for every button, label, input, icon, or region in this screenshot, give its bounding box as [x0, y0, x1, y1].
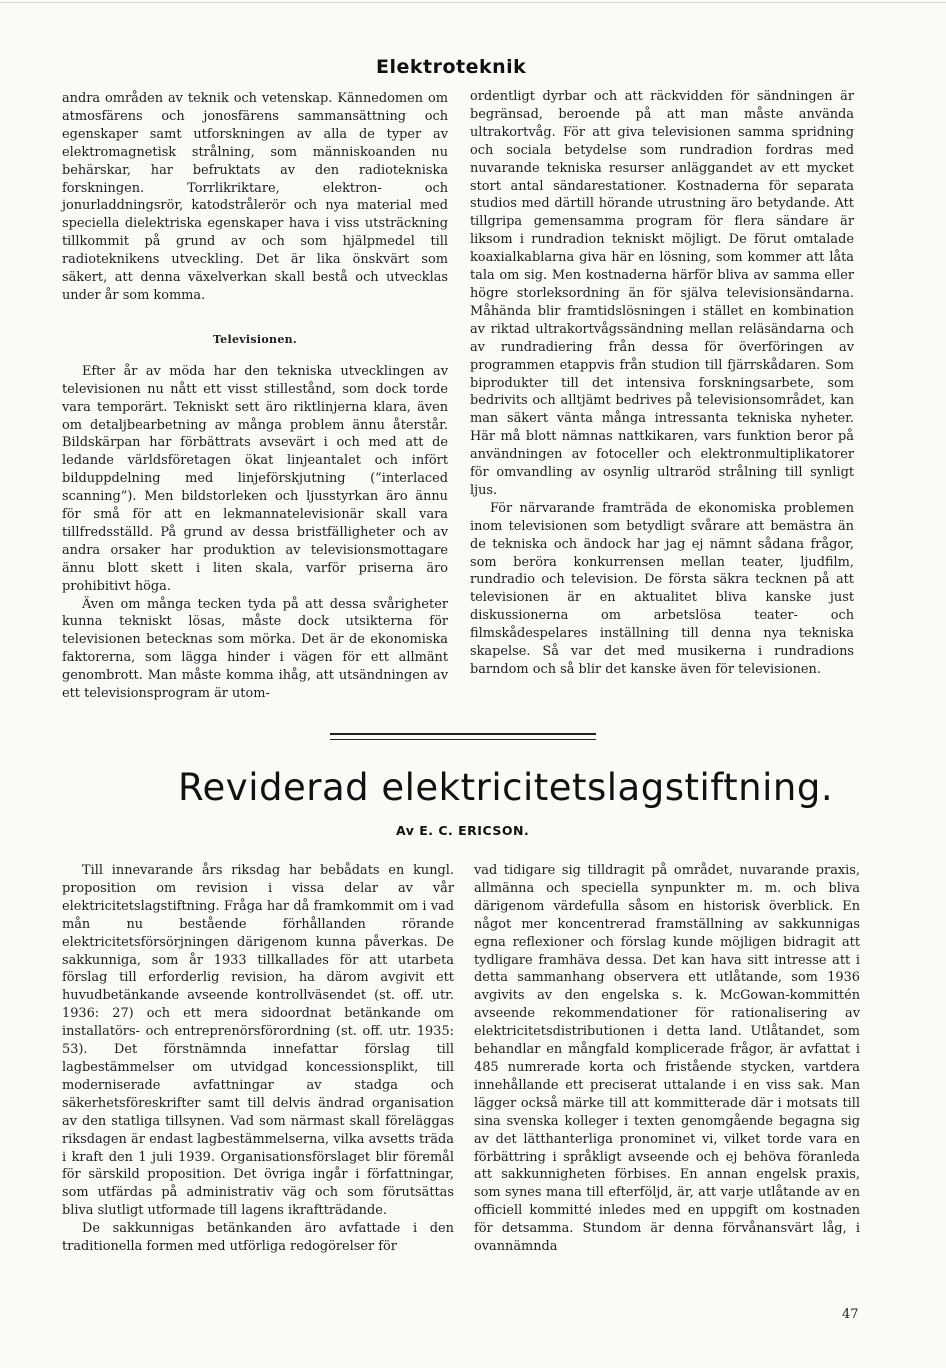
running-head: Elektroteknik — [376, 56, 527, 78]
paragraph: Till innevarande års riksdag har bebådats en kungl. proposition om revision i vissa delar av vår elektricitetslagstiftning. Fråga har då framkommit om i vad mån nu bestående förhållanden rörande elektricitetsförsörjningen därigenom kunna påverkas. De sakkunniga, som år 1933 tillkallades för att utarbeta förslag till erforderlig revision, ha därom avgivit ett huvudbetänkande avseende kontrollväsendet (st. off. utr. 1936: 27) och ett mera sidoordnat betänkande om installatörs- och entreprenörsförordning (st. off. utr. 1935: 53). Det förstnämnda innefattar förslag till lagbestämmelser om utvidgad koncessionsplikt, till moderniserade avfattningar av stadga och säkerhetsföreskrifter samt till delvis ändrad organisation av den statliga tillsynen. Vad som närmast skall föreläggas riksdagen är endast lagbestämmelserna, vilka avsetts träda i kraft den 1 juli 1939. Organisationsförslaget blir föremål för särskild proposition. Det övriga ingår i författningar, som utfärdas på administrativ väg och som förutsättas bliva slutligt utformade till lagens ikraftträdande. — [62, 863, 454, 1219]
paragraph: För närvarande framträda de ekonomiska problemen inom televisionen som betydligt svårare att bemästra än de tekniska och ändock har jag ej nämnt sådana frågor, som beröra konkurrensen mellan teater, ljudfilm, rundradio och television. De första säkra tecknen på att televisionen är en aktualitet bliva kanske just diskussionerna om arbetslösa teater- och filmskådespelares inställning till denna nya tekniska skapelse. Så var det med musikerna i rundradions barndom och så blir det kanske även för televisionen. — [470, 500, 854, 677]
paragraph: Efter år av möda har den tekniska utvecklingen av televisionen nu nått ett visst stillestånd, som dock torde vara temporärt. Tekniskt sett äro riktlinjerna klara, även om detaljbearbetning av många problem ännu återstår. Bildskärpan har förbättrats avsevärt i och med att de ledande världsföretagen ökat linjeantalet och infört bilduppdelning med linjeförskjutning (”interlaced scanning”). Men bildstorleken och ljusstyrkan äro ännu för små för att en lekmannatelevisionär skall vara tillfredsställd. På grund av dessa bristfälligheter och av andra orsaker har produktion av televisionsmottagare ännu blott skett i liten skala, varför priserna äro prohibitivt höga. — [62, 363, 448, 594]
article-byline: Av E. C. ERICSON. — [396, 823, 530, 838]
page-number: 47 — [842, 1307, 859, 1322]
section-subheading: Televisionen. — [212, 332, 298, 346]
top-border-line — [0, 2, 946, 3]
column-bottom-left — [62, 862, 454, 1256]
paragraph: Även om många tecken tyda på att dessa svårigheter kunna tekniskt lösas, måste dock utsikterna för televisionen betecknas som mörka. Det är de ekonomiska faktorerna, som lägga hinder i vägen för ett allmänt genombrott. Man måste komma ihåg, att utsändningen av ett televisionsprogram är utom- — [62, 596, 448, 702]
article-separator-rule — [330, 733, 596, 740]
paragraph: vad tidigare sig tilldragit på området, nuvarande praxis, allmänna och speciella synpunkter m. m. och bliva därigenom värdefulla såsom en historisk överblick. En något mer koncentrerad framställning av sakkunnigas egna reflexioner och förslag kunde möjligen bidragit att tydligare framhäva dessa. Det kan hava sitt intresse att i detta sammanhang observera ett utlåtande, som 1936 avgivits av den engelska s. k. McGowan-kommittén avseende rekommendationer för rationalisering av elektricitetsdistributionen i detta land. Utlåtandet, som behandlar en mångfald komplicerade frågor, är avfattat i 485 numrerade korta och fristående stycken, vartdera innehållande ett preciserat uttalande i en viss sak. Man lägger också märke till att kommitterade där i motsats till sina svenska kolleger i texten genomgående begagna sig av det lätthanterliga pronominet vi, vilket torde vara en förbättring i språkligt avseende och ej behöva föranleda att sakkunnigheten förbises. En annan engelsk praxis, som synes mana till efterföljd, är, att varje utlåtande av en officiell kommitté inledes med en uppgift om kostnaden för detsamma. Stundom är denna förvånansvärt låg, i ovannämnda — [474, 863, 860, 1255]
paragraph: ordentligt dyrbar och att räckvidden för sändningen är begränsad, beroende på att man måste använda ultrakortvåg. För att giva televisionen samma spridning och sociala betydelse som rundradion fordras med nuvarande tekniska resurser anläggandet av ett mycket stort antal sändarestationer. Kostnaderna för separata studios med därtill hörande utrustning äro betydande. Att tillgripa gemensamma program för flera sändare är liksom i rundradion tekniskt möjligt. De förut omtalade koaxialkablarna giva här en lösning, som kommer att låta tala om sig. Men kostnaderna härför bliva av samma eller högre storleksordning än för själva televisionsändarna. Måhända blir framtidslösningen i stället en kombination av riktad ultrakortvågssändning mellan reläsändarna och av rundradiering från dessa för överföringen av programmen etappvis från studion till fjärrskådaren. Som biprodukter till det intensiva forskningsarbete, som bedrivits och alltjämt bedrives på televisionsområdet, kan man säkert vänta många intressanta tekniska nyheter. Här må blott nämnas nattkikaren, vars funktion beror på användningen av fotoceller och elektronmultiplikatorer för omvandling av osynlig ultraröd strålning till synligt ljus. — [470, 89, 854, 498]
column-top-left — [62, 90, 448, 703]
paragraph: andra områden av teknik och vetenskap. Kännedomen om atmosfärens och jonosfärens sammansättning och egenskaper samt utforskningen av alla de typer av elektromagnetisk strålning, som människoanden nu behärskar, har befruktats av den radiotekniska forskningen. Torrlikriktare, elektron- och jonurladdningsrör, katodstrålerör och nya material med speciella dielektriska egenskaper hava i viss utsträckning tillkommit på grund av och som hjälpmedel till radioteknikens utveckling. Det är lika önskvärt som säkert, att denna växelverkan skall bestå och utvecklas under år som komma. — [62, 91, 448, 303]
paragraph: De sakkunnigas betänkanden äro avfattade i den traditionella formen med utförliga redogörelser för — [62, 1221, 454, 1255]
column-top-right — [470, 88, 854, 679]
article-title: Reviderad elektricitetslagstiftning. — [178, 766, 834, 809]
column-bottom-right — [474, 862, 860, 1256]
